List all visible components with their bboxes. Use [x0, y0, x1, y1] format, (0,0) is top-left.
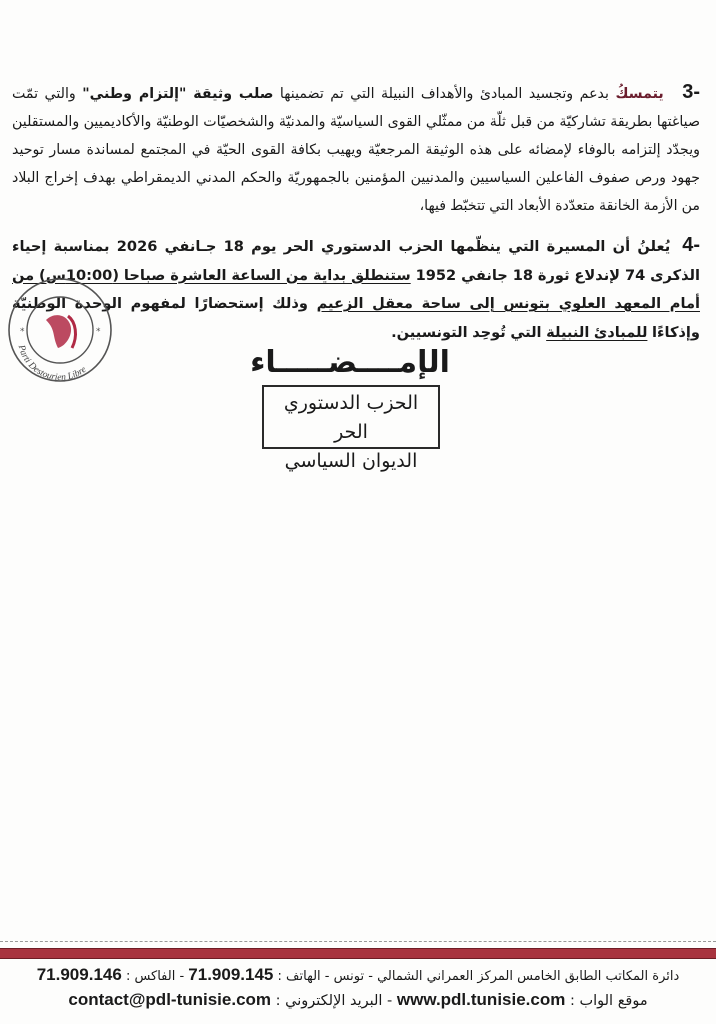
footer-accent-band [0, 948, 716, 959]
item-3-paragraph [12, 78, 700, 220]
item-3-text-a: بدعم وتجسيد المبادئ والأهداف النبيلة التي تم تضمينها [273, 86, 616, 102]
footer-address: دائرة المكاتب الطابق الخامس المركز العمراني الشمالي - تونس - الهاتف : [273, 969, 680, 984]
item-3-number: -3 [682, 81, 700, 103]
signature-party: الحزب الدستوري الحر [283, 392, 419, 443]
svg-text:*: * [96, 327, 101, 337]
item-4-principles: للمبادئ النبيلة [546, 323, 648, 341]
item-4-text-b: وذلك إستحضارًا لمفهوم الوحدة الوطنيّة وإذكاءًا [12, 295, 700, 341]
party-stamp [6, 276, 114, 384]
item-4-number: -4 [682, 234, 700, 256]
stamp-text: Parti Destourien Libre [15, 344, 89, 384]
footer-divider [0, 941, 716, 944]
item-4-paragraph [12, 231, 700, 347]
item-3-lead: يتمسكُ [615, 86, 664, 102]
signature-box [262, 385, 440, 472]
footer-address-line [0, 965, 716, 985]
footer-email-label: - البريد الإلكتروني : [271, 993, 397, 1009]
footer-phone: 71.909.145 [188, 965, 274, 984]
footer-fax-label: - الفاكس : [121, 969, 189, 984]
signature-title: الإمــــضـــــاء [250, 345, 450, 380]
item-3-document-name: صلب وثيقة "إلتزام وطني" [82, 86, 274, 102]
item-4-route: ستنطلق بداية من الساعة العاشرة صباحا (10:00س) من أمام المعهد العلوي بتونس إلى ساحة معقل الزعيم [12, 266, 700, 312]
footer-email-link[interactable]: contact@pdl-tunisie.com [68, 990, 272, 1009]
footer-web-label: موقع الواب : [565, 993, 648, 1009]
item-3-text-b: والتي تمّت صياغتها بطريقة تشاركيّة من قبل ثلّة من ممثّلي القوى السياسيّة والمدنيّة والشخصيّات الوطنيّة والأكاديميين والمستقلين ويجدّد إلتزامه بالوفاء لإمضائه على هذه الوثيقة المرجعيّة ويهيب بكافة القوى الحيّة في المجتمع لمساندة مسار توحيد جهود ورص صفوف الفاعلين السياسيين والمدنيين المؤمنين بالجمهوريّة والحكم المدني الديمقراطي بهدف إخراج البلاد من الأزمة الخانقة متعدّدة الأبعاد التي تتخبّط فيها، [12, 86, 700, 214]
footer-fax: 71.909.146 [36, 965, 122, 984]
svg-text:Parti Destourien Libre [15, 343, 88, 383]
footer-contact-line [0, 990, 716, 1010]
svg-text:*: * [20, 327, 25, 337]
signature-office: الديوان السياسي [284, 450, 418, 472]
footer-website-link[interactable]: www.pdl.tunisie.com [396, 990, 566, 1009]
item-4-text-a: يُعلنُ أن المسيرة التي ينظّمها الحزب الدستوري الحر يوم 18 جـانفي 2026 بمناسبة إحياء الذكرى 74 لإندلاع ثورة 18 جانفي 1952 [12, 238, 700, 284]
item-4-text-c: التي تُوحِد التونسيين. [391, 323, 547, 341]
